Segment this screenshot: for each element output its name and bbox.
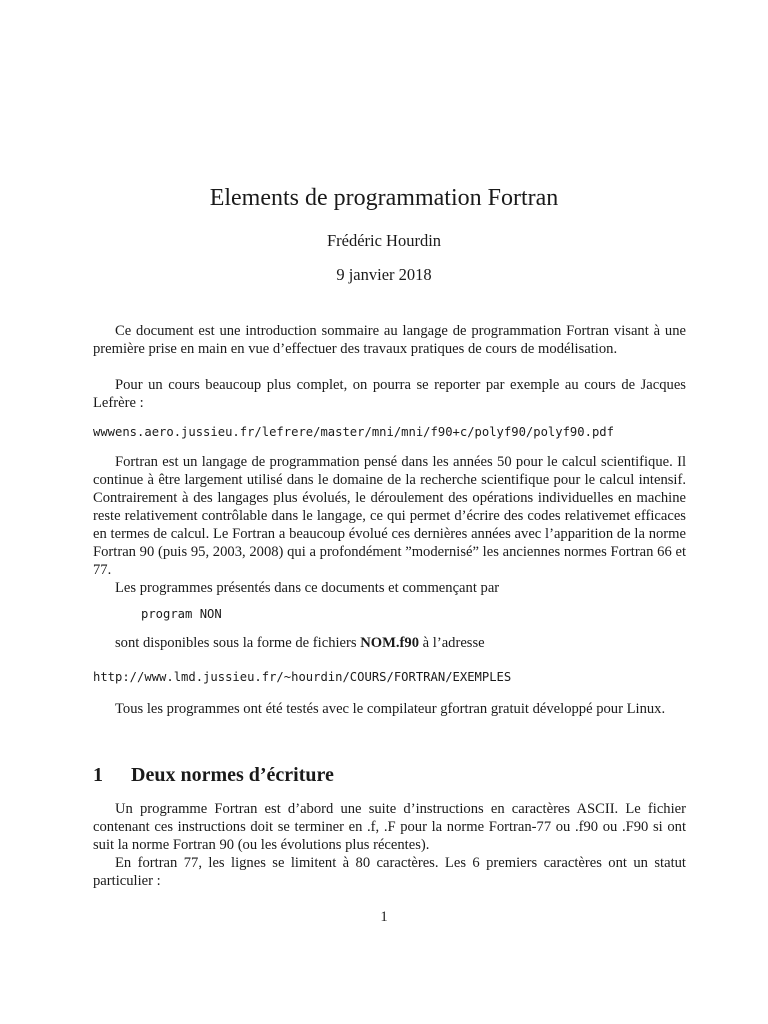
section-paragraph-2: En fortran 77, les lignes se limitent à 80 caractères. Les 6 premiers caractères ont un statut particulier :: [93, 855, 686, 889]
document-author: Frédéric Hourdin: [326, 231, 442, 250]
filename-pattern: NOM.f90: [360, 635, 419, 651]
intro-paragraph-5: [115, 634, 485, 652]
intro-paragraph-6: Tous les programmes ont été testés avec le compilateur gfortran gratuit développé pour Linux.: [115, 701, 666, 717]
section-title: Deux normes d’écriture: [131, 764, 334, 786]
intro-paragraph-5-text-after: à l’adresse: [419, 635, 485, 651]
section-paragraph-1: Un programme Fortran est d’abord une suite d’instructions en caractères ASCII. Le fichier contenant ces instructions doit se terminer en .f, .F pour la norme Fortran-77 ou .f90 ou .F90 si ont suit la norme Fortran 90 (ou les évolutions plus récentes).: [93, 801, 686, 853]
intro-paragraph-1: Ce document est une introduction sommaire au langage de programmation Fortran visant à une première prise en main en vue d’effectuer des travaux pratiques de cours de modélisation.: [93, 323, 686, 357]
examples-url: http://www.lmd.jussieu.fr/~hourdin/COURS/FORTRAN/EXEMPLES: [93, 670, 512, 684]
document-title: Elements de programmation Fortran: [209, 185, 559, 211]
course-url: wwwens.aero.jussieu.fr/lefrere/master/mni/mni/f90+c/polyf90/polyf90.pdf: [93, 425, 614, 439]
intro-paragraph-4: Les programmes présentés dans ce documents et commençant par: [115, 580, 500, 596]
document-date: 9 janvier 2018: [336, 265, 432, 284]
intro-paragraph-3: Fortran est un langage de programmation pensé dans les années 50 pour le calcul scientifique. Il continue à être largement utilisé dans le domaine de la recherche scientifique pour le calcul intensif. Contrairement à des langages plus évolués, le déroulement des opérations individuelles en machine reste relativement contrôlable dans le langage, ce qui permet d’écrire des codes relativemet efficaces en termes de calcul. Le Fortran a beaucoup évolué ces dernières années avec l’apparition de la norme Fortran 90 (puis 95, 2003, 2008) qui a profondément ”modernisé” les anciennes normes Fortran 66 et 77.: [93, 454, 686, 578]
intro-paragraph-5-text-before: sont disponibles sous la forme de fichiers: [115, 635, 361, 651]
section-heading: [93, 762, 334, 788]
section-number: 1: [93, 764, 103, 786]
page-number: 1: [380, 909, 388, 925]
code-snippet: program NON: [141, 607, 222, 621]
intro-paragraph-2: Pour un cours beaucoup plus complet, on pourra se reporter par exemple au cours de Jacques Lefrère :: [93, 377, 686, 411]
